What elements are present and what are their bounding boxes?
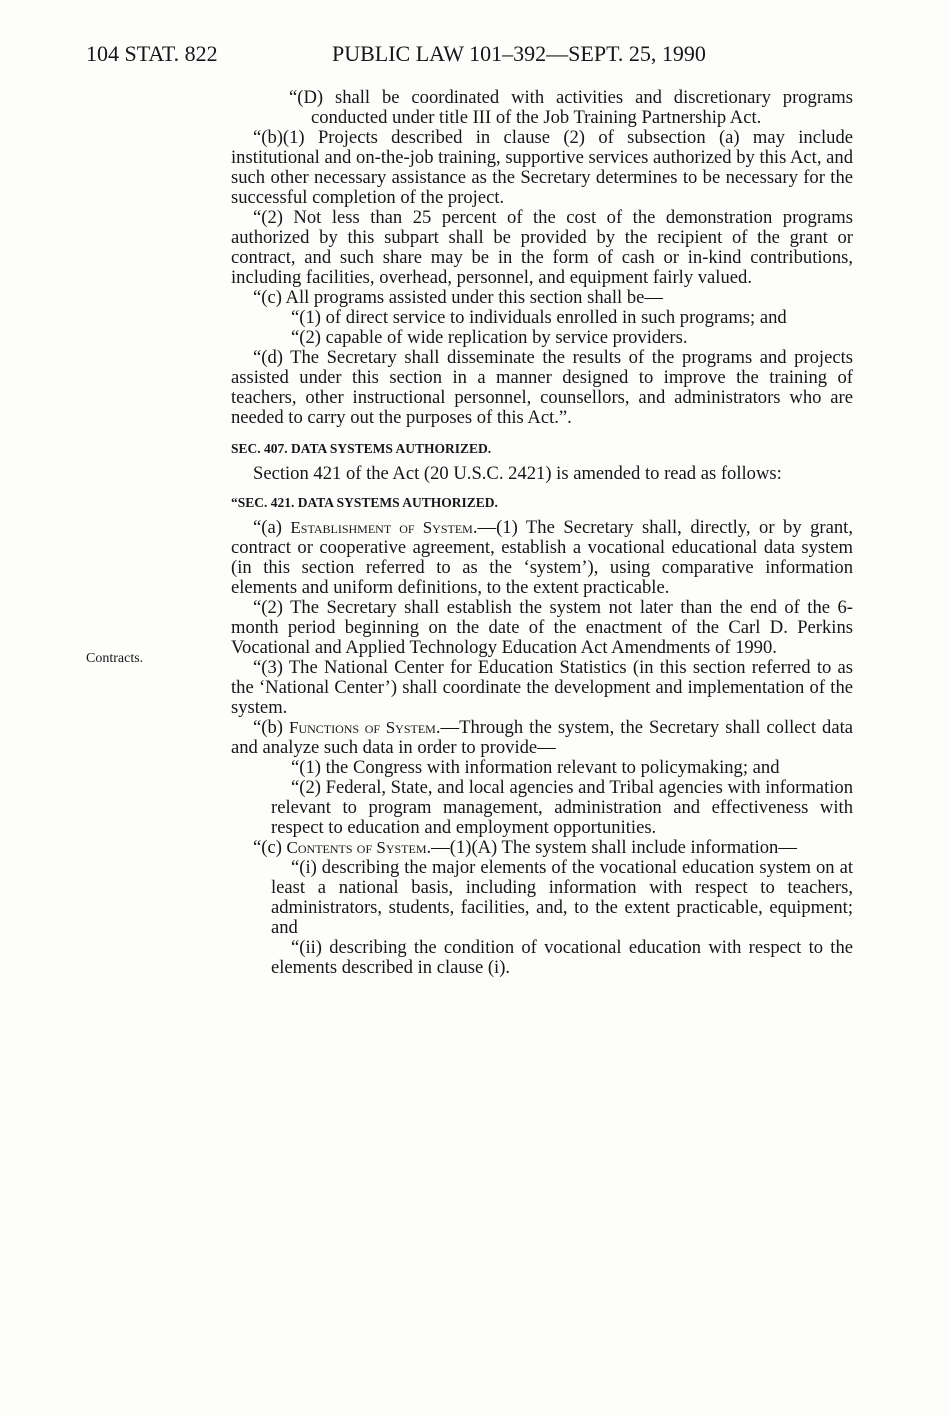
paragraph-a3: “(3) The National Center for Education Statistics (in this section referred to as the ‘National Center’) shall coordinate the development and implementation of the system. bbox=[231, 657, 853, 718]
paragraph-a2: “(2) The Secretary shall establish the system not later than the end of the 6-month period beginning on the date of the enactment of the Carl D. Perkins Vocational and Applied Technology Education Act Amendments of 1990. bbox=[231, 597, 853, 658]
paragraph-b1: “(b)(1) Projects described in clause (2) of subsection (a) may include institutional and on-the-job training, supportive services authorized by this Act, and such other necessary assistance as the Secretary determines to be necessary for the successful completion of the project. bbox=[231, 127, 853, 208]
paragraph-b2: “(2) Not less than 25 percent of the cost of the demonstration programs authorized by this subpart shall be provided by the recipient of the grant or contract, and such share may be in the form of cash or in-kind contributions, including facilities, overhead, personnel, and equipment fairly valued. bbox=[231, 207, 853, 288]
public-law-title: PUBLIC LAW 101–392—SEPT. 25, 1990 bbox=[332, 41, 706, 66]
paragraph-d: “(D) shall be coordinated with activities and discretionary programs conducted under title III of the Job Training Partnership Act. bbox=[289, 87, 853, 128]
section-407-text: Section 421 of the Act (20 U.S.C. 2421) is amended to read as follows: bbox=[253, 463, 782, 484]
paragraph-a-heading: Establishment of System bbox=[290, 518, 473, 537]
statute-page-number: 104 STAT. 822 bbox=[86, 41, 218, 66]
paragraph-c2: “(2) capable of wide replication by service providers. bbox=[291, 327, 688, 348]
document-body bbox=[231, 88, 853, 978]
paragraph-b-functions bbox=[231, 718, 853, 758]
paragraph-a-text: .—(1) The Secretary shall, directly, or by grant, contract or cooperative agreement, establish a vocational educational data system (in this section referred to as the ‘system’), using comparative information elements and uniform definitions, to the extent practicable. bbox=[231, 517, 853, 598]
paragraph-c: “(c) All programs assisted under this section shall be— bbox=[253, 287, 664, 308]
paragraph-b-heading: Functions of System bbox=[288, 718, 436, 737]
paragraph-c-text: .—(1)(A) The system shall include information— bbox=[426, 837, 797, 858]
paragraph-a-establishment bbox=[231, 518, 853, 598]
paragraph-c-lead: “(c) bbox=[253, 837, 287, 858]
section-421-heading: “SEC. 421. DATA SYSTEMS AUTHORIZED. bbox=[231, 495, 498, 510]
clause-ii: “(ii) describing the condition of vocational education with respect to the elements described in clause (i). bbox=[271, 937, 853, 978]
paragraph-c-contents bbox=[231, 838, 853, 858]
page-header bbox=[86, 40, 853, 72]
paragraph-b-lead: “(b) bbox=[253, 717, 289, 738]
paragraph-b-2: “(2) Federal, State, and local agencies and Tribal agencies with information relevant to program management, administration and effectiveness with respect to education and employment opportunities. bbox=[271, 777, 853, 838]
paragraph-b-1: “(1) the Congress with information relevant to policymaking; and bbox=[291, 757, 780, 778]
paragraph-c-heading: Contents of System bbox=[286, 838, 427, 857]
paragraph-c1: “(1) of direct service to individuals enrolled in such programs; and bbox=[291, 307, 787, 328]
paragraph-a-lead: “(a) bbox=[253, 517, 291, 538]
paragraph-b-text: .—Through the system, the Secretary shall collect data and analyze such data in order to provide— bbox=[231, 717, 853, 758]
paragraph-d-dissemination: “(d) The Secretary shall disseminate the results of the programs and projects assisted under this section in a manner designed to improve the training of teachers, other instructional personnel, counsellors, and administrators who are needed to carry out the purposes of this Act.”. bbox=[231, 347, 853, 428]
margin-note: Contracts. bbox=[86, 651, 144, 666]
clause-i: “(i) describing the major elements of the vocational education system on at least a national basis, including information with respect to teachers, administrators, students, facilities, and, to the extent practicable, equipment; and bbox=[271, 857, 853, 938]
section-407-heading: SEC. 407. DATA SYSTEMS AUTHORIZED. bbox=[231, 441, 492, 456]
